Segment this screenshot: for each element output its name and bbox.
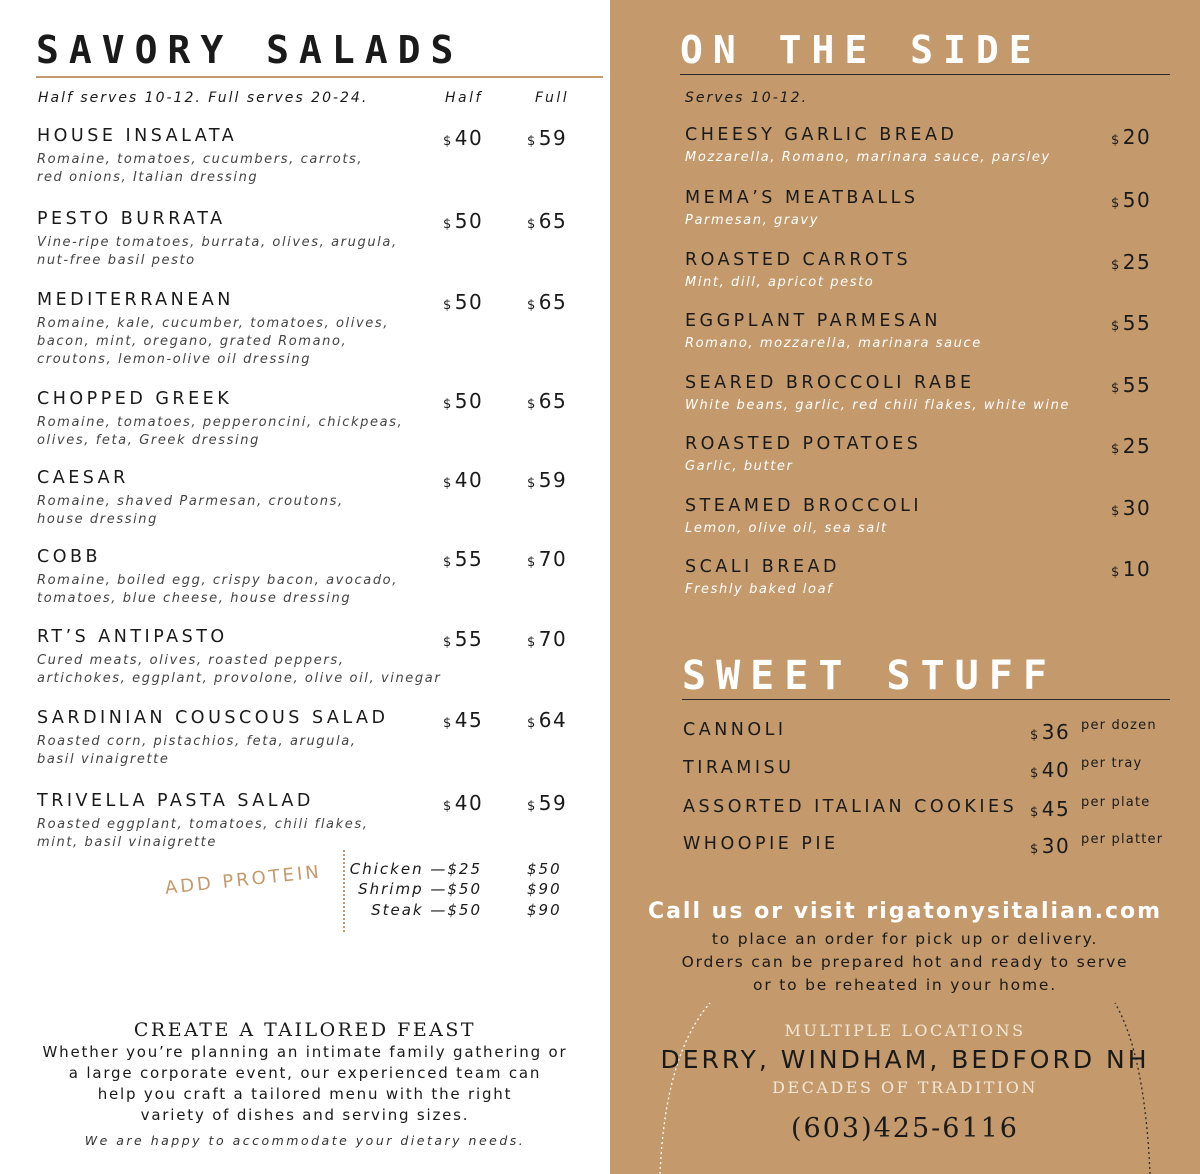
salad-description-line: house dressing bbox=[37, 512, 158, 527]
salad-description bbox=[37, 572, 398, 608]
salad-description-line: mint, basil vinaigrette bbox=[37, 835, 217, 850]
currency-symbol: $ bbox=[443, 635, 453, 650]
protein-price: $90 bbox=[527, 880, 562, 898]
currency-symbol: $ bbox=[527, 397, 537, 412]
price-value: 59 bbox=[538, 791, 568, 815]
salad-name: CAESAR bbox=[37, 468, 129, 488]
salad-description-line: Cured meats, olives, roasted peppers, bbox=[37, 653, 345, 668]
locations: DERRY, WINDHAM, BEDFORD NH bbox=[660, 1045, 1150, 1074]
sweet-name: CANNOLI bbox=[683, 720, 787, 740]
half-column-header: Half bbox=[445, 90, 483, 106]
salad-description-line: nut-free basil pesto bbox=[37, 253, 196, 268]
currency-symbol: $ bbox=[527, 134, 537, 149]
side-name: SCALI BREAD bbox=[685, 557, 840, 577]
side-name: STEAMED BROCCOLI bbox=[685, 496, 923, 516]
price-value: 20 bbox=[1122, 125, 1152, 149]
side-price bbox=[1111, 250, 1151, 274]
salad-description-line: Roasted corn, pistachios, feta, arugula, bbox=[37, 734, 357, 749]
currency-symbol: $ bbox=[527, 298, 537, 313]
sides-title: ON THE SIDE bbox=[680, 28, 1042, 72]
full-price bbox=[527, 468, 567, 492]
salad-description-line: Romaine, tomatoes, pepperoncini, chickpeas, bbox=[37, 415, 404, 430]
price-value: 64 bbox=[538, 708, 568, 732]
side-description: Mozzarella, Romano, marinara sauce, parsley bbox=[685, 150, 1051, 165]
salad-description-line: red onions, Italian dressing bbox=[37, 170, 259, 185]
currency-symbol: $ bbox=[443, 555, 453, 570]
salad-description-line: tomatoes, blue cheese, house dressing bbox=[37, 591, 352, 606]
price-value: 65 bbox=[538, 389, 568, 413]
feast-line: a large corporate event, our experienced team can bbox=[68, 1064, 542, 1082]
tagline: DECADES OF TRADITION bbox=[772, 1078, 1038, 1097]
salad-name: HOUSE INSALATA bbox=[37, 126, 238, 146]
dietary-note: We are happy to accommodate your dietary needs. bbox=[84, 1133, 526, 1148]
currency-symbol: $ bbox=[443, 716, 453, 731]
price-value: 50 bbox=[454, 389, 484, 413]
phone-number: (603)425-6116 bbox=[791, 1113, 1019, 1144]
price-value: 50 bbox=[454, 290, 484, 314]
salad-description bbox=[37, 414, 403, 450]
price-value: 55 bbox=[1122, 311, 1152, 335]
currency-symbol: $ bbox=[1111, 196, 1121, 211]
half-price bbox=[443, 627, 483, 651]
feast-line: help you craft a tailored menu with the right bbox=[97, 1085, 513, 1103]
feast-title: CREATE A TAILORED FEAST bbox=[133, 1019, 477, 1041]
currency-symbol: $ bbox=[1111, 133, 1121, 148]
price-value: 55 bbox=[454, 547, 484, 571]
price-value: 10 bbox=[1122, 557, 1152, 581]
salad-description-line: Roasted eggplant, tomatoes, chili flakes, bbox=[37, 817, 369, 832]
feast-line: variety of dishes and serving sizes. bbox=[140, 1106, 470, 1124]
price-value: 59 bbox=[538, 468, 568, 492]
protein-row: Steak —$50 bbox=[371, 901, 482, 919]
currency-symbol: $ bbox=[1030, 842, 1040, 857]
salads-serves-note: Half serves 10-12. Full serves 20-24. bbox=[38, 90, 369, 106]
price-value: 40 bbox=[1041, 758, 1071, 782]
side-price bbox=[1111, 557, 1151, 581]
price-value: 50 bbox=[454, 209, 484, 233]
side-name: SEARED BROCCOLI RABE bbox=[685, 373, 975, 393]
salad-description-line: basil vinaigrette bbox=[37, 752, 170, 767]
salad-description-line: Vine-ripe tomatoes, burrata, olives, arugula, bbox=[37, 235, 398, 250]
side-price bbox=[1111, 125, 1151, 149]
currency-symbol: $ bbox=[443, 298, 453, 313]
currency-symbol: $ bbox=[527, 217, 537, 232]
currency-symbol: $ bbox=[1030, 728, 1040, 743]
salad-description bbox=[37, 151, 363, 187]
salad-name: MEDITERRANEAN bbox=[37, 290, 234, 310]
price-value: 25 bbox=[1122, 250, 1152, 274]
side-name: ROASTED CARROTS bbox=[685, 250, 912, 270]
salad-description-line: Romaine, boiled egg, crispy bacon, avocado, bbox=[37, 573, 398, 588]
currency-symbol: $ bbox=[527, 716, 537, 731]
protein-price: $50 bbox=[527, 860, 562, 878]
order-info-line: or to be reheated in your home. bbox=[753, 976, 1057, 994]
salad-description bbox=[37, 493, 344, 529]
side-name: CHEESY GARLIC BREAD bbox=[685, 125, 958, 145]
currency-symbol: $ bbox=[443, 397, 453, 412]
order-info bbox=[610, 928, 1200, 997]
half-price bbox=[443, 126, 483, 150]
full-price bbox=[527, 627, 567, 651]
salad-description-line: Romaine, kale, cucumber, tomatoes, olives, bbox=[37, 316, 389, 331]
salad-description bbox=[37, 234, 398, 270]
full-price bbox=[527, 547, 567, 571]
price-value: 45 bbox=[454, 708, 484, 732]
currency-symbol: $ bbox=[443, 134, 453, 149]
add-protein-label: ADD PROTEIN bbox=[164, 861, 323, 899]
sides-serves-note: Serves 10-12. bbox=[685, 90, 809, 106]
side-description: White beans, garlic, red chili flakes, white wine bbox=[685, 398, 1071, 413]
sweet-name: TIRAMISU bbox=[683, 758, 795, 778]
half-price bbox=[443, 209, 483, 233]
full-price bbox=[527, 126, 567, 150]
price-value: 70 bbox=[538, 547, 568, 571]
sweet-unit: per dozen bbox=[1081, 718, 1157, 733]
order-info-line: Orders can be prepared hot and ready to serve bbox=[681, 953, 1129, 971]
sides-divider bbox=[680, 74, 1170, 75]
sides-panel bbox=[610, 0, 1200, 1174]
side-price bbox=[1111, 434, 1151, 458]
price-value: 40 bbox=[454, 791, 484, 815]
sweets-divider bbox=[682, 699, 1170, 700]
salad-description-line: bacon, mint, oregano, grated Romano, bbox=[37, 334, 348, 349]
feast-description bbox=[0, 1042, 610, 1126]
call-to-action: Call us or visit rigatonysitalian.com bbox=[647, 899, 1163, 924]
price-value: 30 bbox=[1041, 834, 1071, 858]
order-info-line: to place an order for pick up or delivery. bbox=[711, 930, 1099, 948]
price-value: 70 bbox=[538, 627, 568, 651]
currency-symbol: $ bbox=[443, 217, 453, 232]
salad-description-line: olives, feta, Greek dressing bbox=[37, 433, 260, 448]
currency-symbol: $ bbox=[1111, 504, 1121, 519]
side-description: Parmesan, gravy bbox=[685, 213, 820, 228]
salad-description bbox=[37, 733, 357, 769]
currency-symbol: $ bbox=[527, 476, 537, 491]
side-description: Romano, mozzarella, marinara sauce bbox=[685, 336, 982, 351]
full-column-header: Full bbox=[535, 90, 570, 106]
side-price bbox=[1111, 188, 1151, 212]
currency-symbol: $ bbox=[1111, 381, 1121, 396]
side-price bbox=[1111, 373, 1151, 397]
protein-price: $90 bbox=[527, 901, 562, 919]
currency-symbol: $ bbox=[527, 555, 537, 570]
currency-symbol: $ bbox=[443, 799, 453, 814]
half-price bbox=[443, 468, 483, 492]
salad-name: RT’S ANTIPASTO bbox=[37, 627, 228, 647]
full-price bbox=[527, 290, 567, 314]
protein-divider bbox=[343, 850, 345, 932]
price-value: 40 bbox=[454, 126, 484, 150]
side-price bbox=[1111, 496, 1151, 520]
full-price bbox=[527, 708, 567, 732]
salad-description bbox=[37, 315, 389, 369]
salad-description-line: croutons, lemon-olive oil dressing bbox=[37, 352, 312, 367]
half-price bbox=[443, 547, 483, 571]
price-value: 55 bbox=[1122, 373, 1152, 397]
currency-symbol: $ bbox=[1030, 805, 1040, 820]
salad-description-line: Romaine, tomatoes, cucumbers, carrots, bbox=[37, 152, 364, 167]
half-price bbox=[443, 708, 483, 732]
salad-description bbox=[37, 652, 441, 688]
half-price bbox=[443, 389, 483, 413]
currency-symbol: $ bbox=[443, 476, 453, 491]
half-price bbox=[443, 290, 483, 314]
salad-description-line: Romaine, shaved Parmesan, croutons, bbox=[37, 494, 344, 509]
side-description: Garlic, butter bbox=[685, 459, 794, 474]
salad-description-line: artichokes, eggplant, provolone, olive oil, vinegar bbox=[37, 671, 442, 686]
price-value: 55 bbox=[454, 627, 484, 651]
sweet-unit: per plate bbox=[1081, 795, 1151, 810]
sweet-unit: per platter bbox=[1081, 832, 1164, 847]
salad-name: CHOPPED GREEK bbox=[37, 389, 233, 409]
salad-description bbox=[37, 816, 368, 852]
salad-name: TRIVELLA PASTA SALAD bbox=[37, 791, 314, 811]
price-value: 40 bbox=[454, 468, 484, 492]
side-name: MEMA’S MEATBALLS bbox=[685, 188, 919, 208]
side-price bbox=[1111, 311, 1151, 335]
salads-title: SAVORY SALADS bbox=[36, 28, 464, 72]
side-description: Freshly baked loaf bbox=[685, 582, 834, 597]
currency-symbol: $ bbox=[1111, 258, 1121, 273]
full-price bbox=[527, 791, 567, 815]
currency-symbol: $ bbox=[1030, 766, 1040, 781]
sweet-price bbox=[1030, 797, 1070, 821]
full-price bbox=[527, 209, 567, 233]
salad-name: PESTO BURRATA bbox=[37, 209, 226, 229]
sweet-unit: per tray bbox=[1081, 756, 1143, 771]
sweet-name: ASSORTED ITALIAN COOKIES bbox=[683, 797, 1018, 817]
salad-name: COBB bbox=[37, 547, 102, 567]
sweet-price bbox=[1030, 720, 1070, 744]
full-price bbox=[527, 389, 567, 413]
sweet-name: WHOOPIE PIE bbox=[683, 834, 839, 854]
currency-symbol: $ bbox=[1111, 319, 1121, 334]
side-description: Mint, dill, apricot pesto bbox=[685, 275, 875, 290]
salads-divider bbox=[36, 76, 603, 78]
price-value: 50 bbox=[1122, 188, 1152, 212]
side-name: ROASTED POTATOES bbox=[685, 434, 922, 454]
multiple-locations-label: MULTIPLE LOCATIONS bbox=[784, 1021, 1026, 1040]
side-name: EGGPLANT PARMESAN bbox=[685, 311, 941, 331]
price-value: 36 bbox=[1041, 720, 1071, 744]
half-price bbox=[443, 791, 483, 815]
price-value: 59 bbox=[538, 126, 568, 150]
sweets-title: SWEET STUFF bbox=[682, 653, 1057, 699]
salad-name: SARDINIAN COUSCOUS SALAD bbox=[37, 708, 389, 728]
protein-row: Chicken —$25 bbox=[349, 860, 482, 878]
price-value: 25 bbox=[1122, 434, 1152, 458]
price-value: 65 bbox=[538, 290, 568, 314]
sweet-price bbox=[1030, 758, 1070, 782]
currency-symbol: $ bbox=[1111, 442, 1121, 457]
currency-symbol: $ bbox=[527, 635, 537, 650]
price-value: 30 bbox=[1122, 496, 1152, 520]
currency-symbol: $ bbox=[1111, 565, 1121, 580]
protein-row: Shrimp —$50 bbox=[358, 880, 482, 898]
feast-line: Whether you’re planning an intimate family gathering or bbox=[42, 1043, 568, 1061]
price-value: 65 bbox=[538, 209, 568, 233]
price-value: 45 bbox=[1041, 797, 1071, 821]
currency-symbol: $ bbox=[527, 799, 537, 814]
side-description: Lemon, olive oil, sea salt bbox=[685, 521, 888, 536]
sweet-price bbox=[1030, 834, 1070, 858]
